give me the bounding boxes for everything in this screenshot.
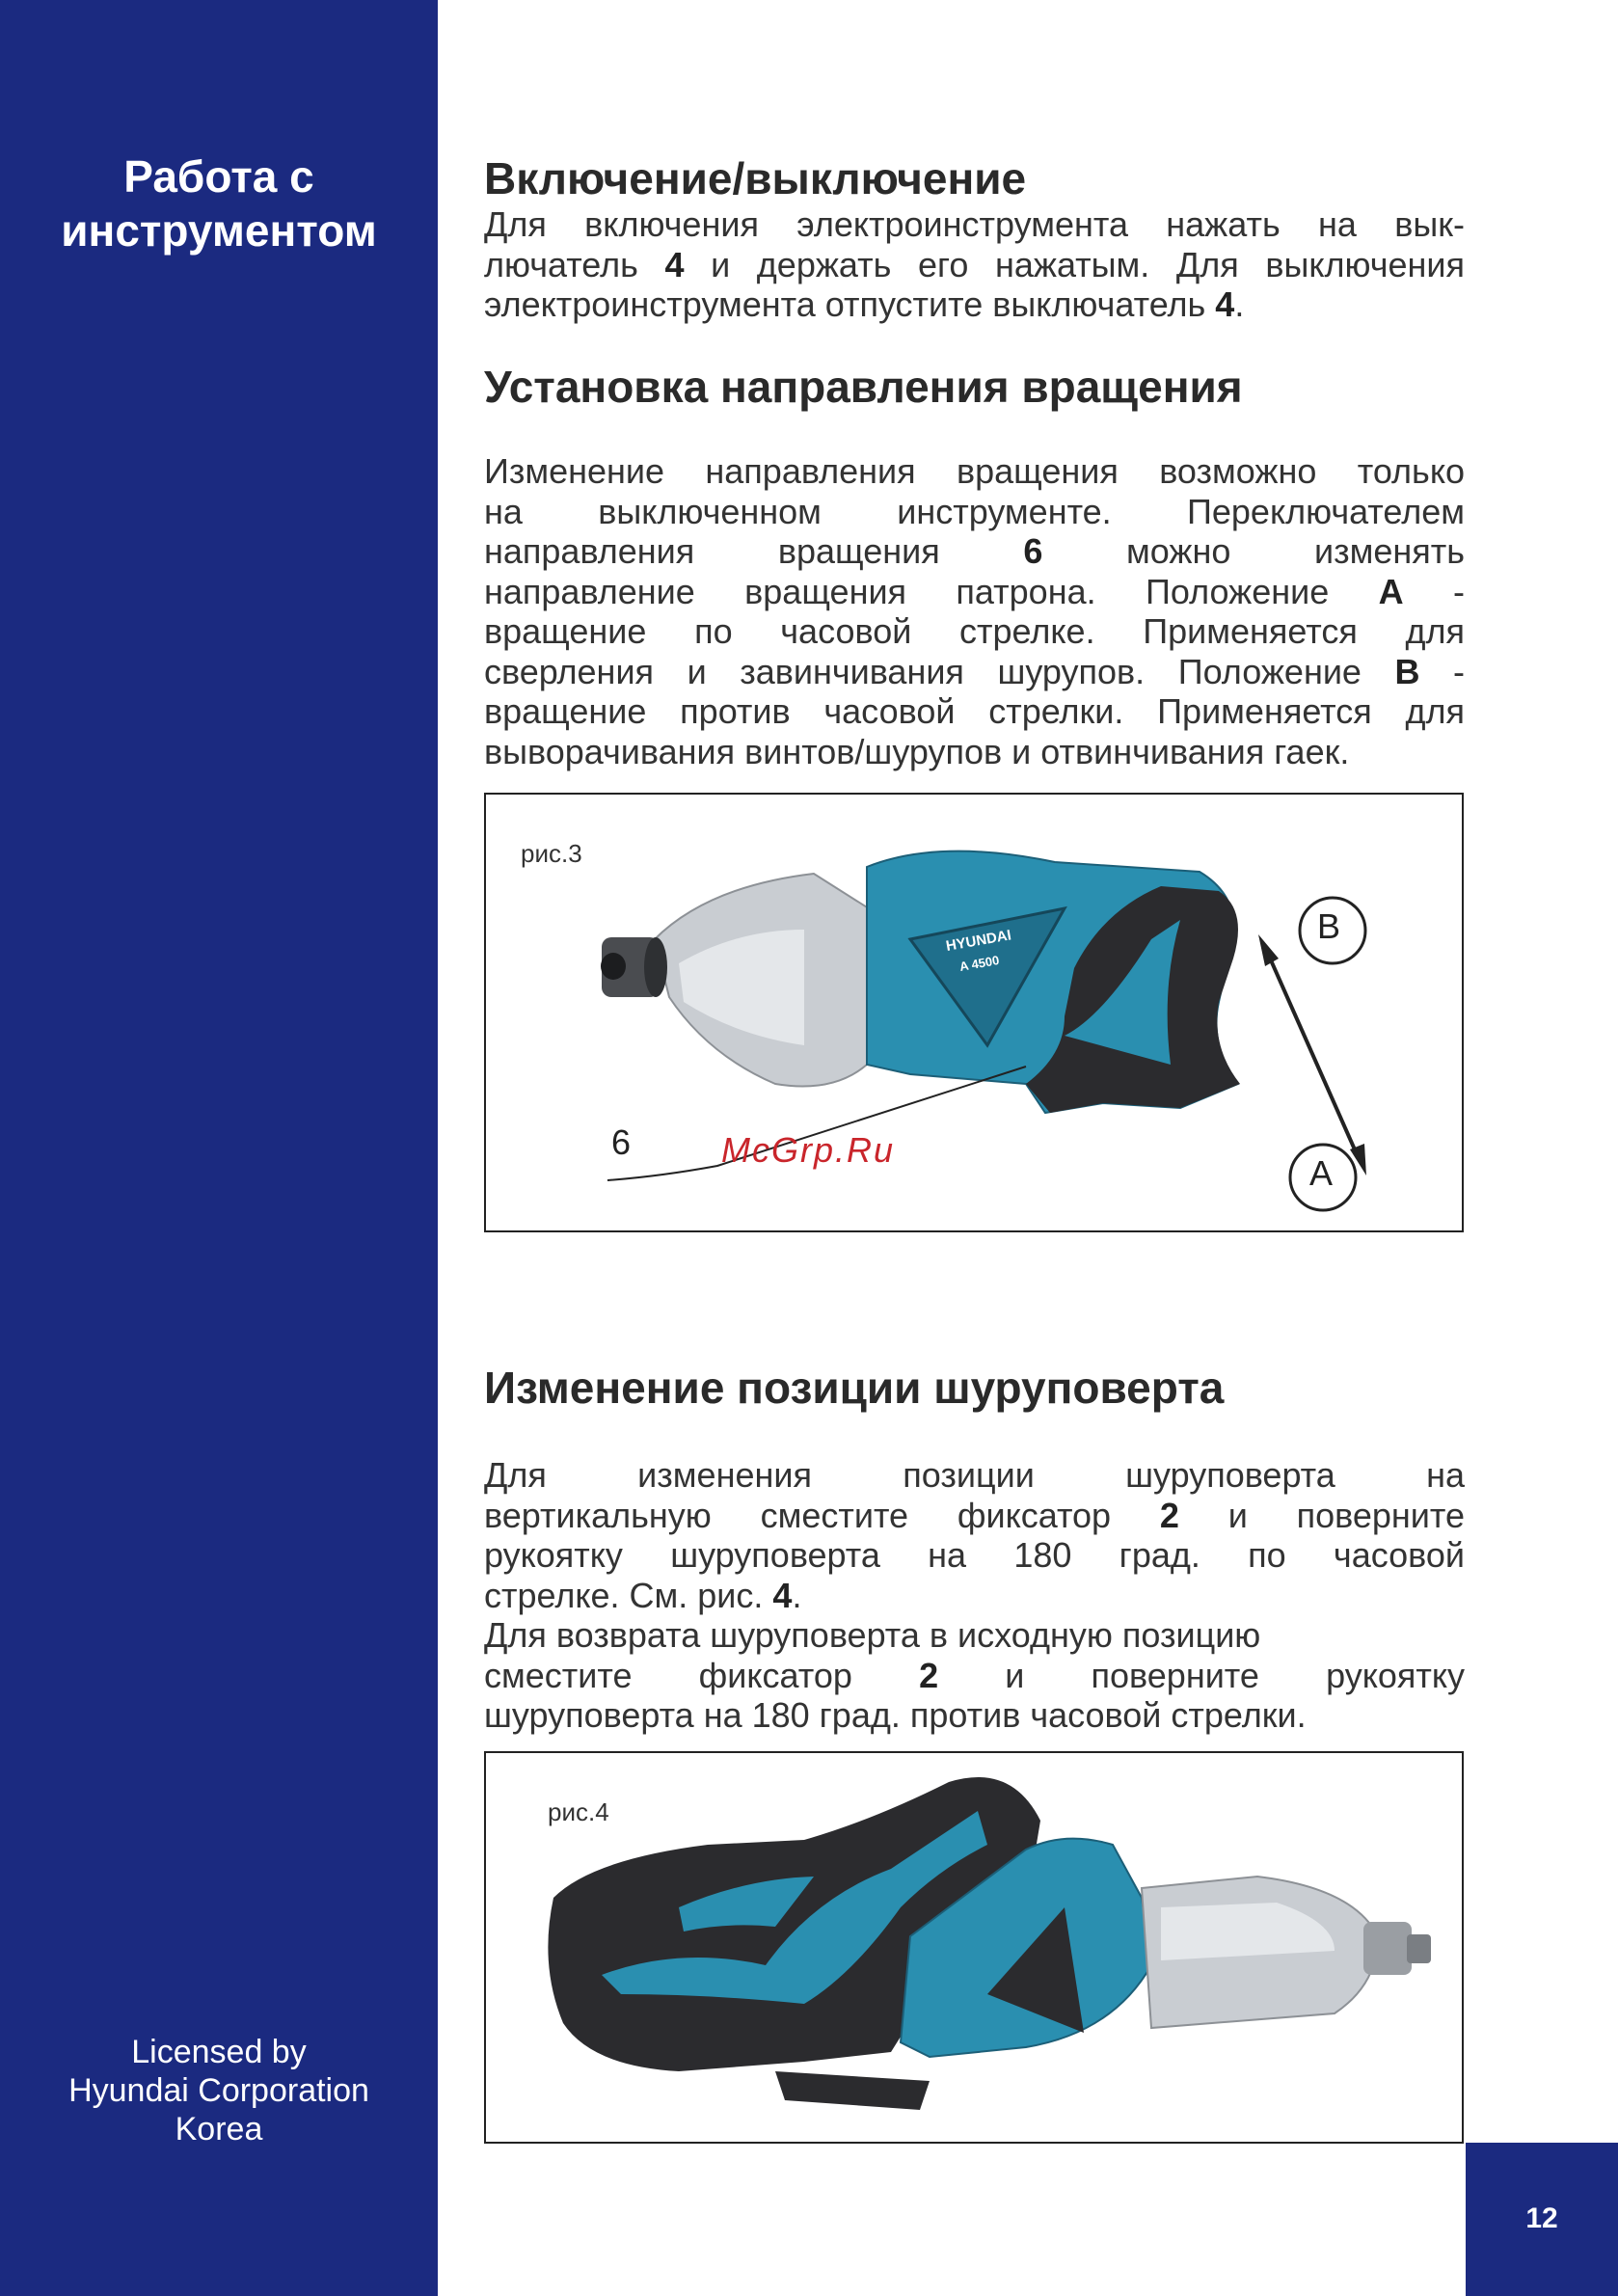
text-line: шуруповерта на 180 град. против часовой стрелки. <box>484 1695 1307 1735</box>
text-line: Для возврата шуруповерта в исходную позицию <box>484 1615 1261 1655</box>
figure-label: рис.3 <box>521 839 582 868</box>
text-line: Для изменения позиции шуруповерта на <box>484 1455 1465 1495</box>
figure-label: рис.4 <box>548 1797 609 1826</box>
text-line: стрелке. См. рис. 4. <box>484 1575 802 1615</box>
text-line: направления вращения 6 можно изменять <box>484 531 1465 571</box>
section-title <box>0 149 438 257</box>
license-line1: Licensed by <box>131 2034 307 2070</box>
license-line3: Korea <box>175 2111 263 2147</box>
figure-4 <box>484 1751 1464 2144</box>
text-line: сместите фиксатор 2 и поверните рукоятку <box>484 1655 1466 1695</box>
text-line: вертикальную сместите фиксатор 2 и поверните <box>484 1495 1465 1535</box>
page-number-box <box>1466 2143 1618 2296</box>
section-title-line2: инструментом <box>61 205 377 256</box>
text-line: выворачивания винтов/шурупов и отвинчивания гаек. <box>484 731 1350 771</box>
text-line: на выключенном инструменте. Переключателем <box>484 491 1465 531</box>
callout-A: A <box>1309 1153 1334 1193</box>
heading-on-off: Включение/выключение <box>484 153 1027 203</box>
text-line: вращение против часовой стрелки. Применяется для <box>484 691 1465 731</box>
text-line: лючатель 4 и держать его нажатым. Для выключения <box>484 244 1466 284</box>
heading-position-change: Изменение позиции шуруповерта <box>484 1363 1225 1413</box>
tool-brand-label: HYUNDAI <box>944 927 1012 955</box>
watermark: McGrp.Ru <box>721 1130 896 1170</box>
text-line: Изменение направления вращения возможно только <box>484 451 1465 491</box>
text-line: Для включения электроинструмента нажать на вык- <box>484 204 1465 244</box>
license-note <box>0 2033 438 2148</box>
figure-3 <box>484 793 1464 1232</box>
section-title-line1: Работа с <box>123 151 314 202</box>
sidebar <box>0 0 438 2296</box>
callout-B: B <box>1317 906 1341 946</box>
text-line: рукоятку шуруповерта на 180 град. по часовой <box>484 1535 1465 1575</box>
page-number: 12 <box>1525 2202 1558 2234</box>
text-line: вращение по часовой стрелке. Применяется для <box>484 611 1465 651</box>
paragraph-on-off <box>484 204 1465 325</box>
license-line2: Hyundai Corporation <box>68 2072 369 2109</box>
heading-rotation-direction: Установка направления вращения <box>484 362 1243 412</box>
screwdriver-inline-illustration <box>486 1753 1462 2142</box>
paragraph-rotation-direction <box>484 451 1465 771</box>
text-line: электроинструмента отпустите выключатель 4. <box>484 284 1245 324</box>
tool-model-label: A 4500 <box>957 952 1001 974</box>
callout-6: 6 <box>611 1122 632 1162</box>
text-line: направление вращения патрона. Положение A - <box>484 571 1465 611</box>
paragraph-position-change <box>484 1455 1465 1736</box>
text-line: сверления и завинчивания шурупов. Положение B - <box>484 651 1465 691</box>
